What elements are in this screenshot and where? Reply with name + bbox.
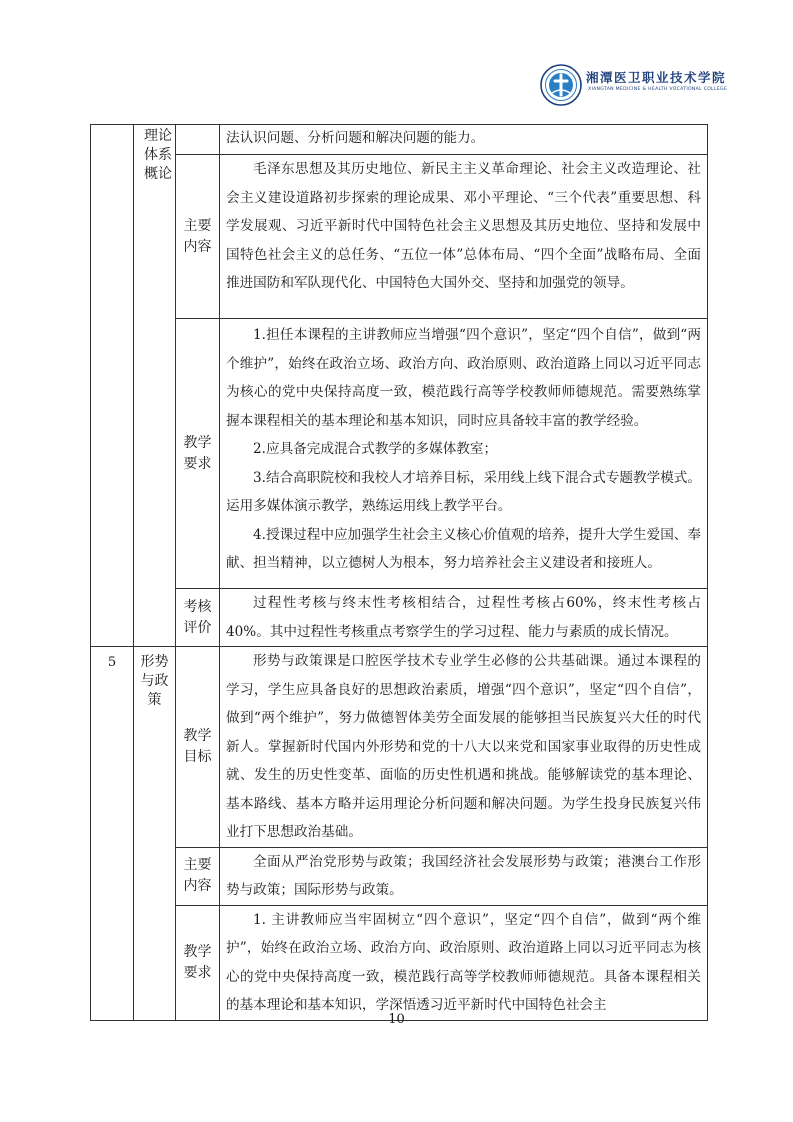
- content-cell: [220, 319, 708, 589]
- course-name-cell: [134, 647, 176, 1021]
- label-cell: [176, 647, 220, 848]
- course-number-cell: [91, 125, 134, 647]
- course-number-cell: [91, 647, 134, 1021]
- course-name: 理论体系概论: [144, 128, 172, 182]
- content-cell: [220, 847, 708, 905]
- content-cell: [220, 905, 708, 1020]
- table-row: [91, 589, 708, 647]
- main-content-text: 毛泽东思想及其历史地位、新民主主义革命理论、社会主义改造理论、社会主义建设道路初步探索的理论成果、邓小平理论、“三个代表”重要思想、科学发展观、习近平新时代中国特色社会主义思想及其历史地位、坚持和发展中国特色社会主义的总任务、“五位一体”总体布局、“四个全面”战略布局、全面推进国防和军队现代化、中国特色大国外交、坚持和加强党的领导。: [226, 161, 701, 291]
- table-row: [91, 647, 708, 848]
- table-row: [91, 155, 708, 319]
- course-number: 5: [107, 655, 117, 670]
- req-item: 1. 主讲教师应当牢固树立“四个意识”，坚定“四个自信”，做到“两个维护”，始终在政治立场、政治方向、政治原则、政治道路上同以习近平同志为核心的党中央保持高度一致，模范践行高等学校教师师德规范。具备本课程相关的基本理论和基本知识，学深悟透习近平新时代中国特色社会主: [226, 911, 701, 1013]
- evaluation-text: 过程性考核与终末性考核相结合，过程性考核占60%，终末性考核占40%。其中过程性考核重点考察学生的学习过程、能力与素质的成长情况。: [226, 595, 701, 640]
- content-cell: [220, 125, 708, 155]
- label-cell: [176, 589, 220, 647]
- content-cell: [220, 647, 708, 848]
- continued-text: 法认识问题、分析问题和解决问题的能力。: [226, 130, 485, 146]
- content-cell: [220, 589, 708, 647]
- teaching-req-label: 教学要求: [183, 434, 212, 472]
- req-item: 3.结合高职院校和我校人才培养目标，采用线上线下混合式专题教学模式。运用多媒体演示教学，熟练运用线上教学平台。: [226, 469, 701, 514]
- evaluation-label: 考核评价: [183, 598, 212, 636]
- table-row: [91, 847, 708, 905]
- course-name-cell: [134, 125, 176, 647]
- page-number: 10: [388, 1012, 405, 1027]
- teaching-goal-label: 教学目标: [183, 727, 212, 765]
- label-cell: [176, 847, 220, 905]
- table-row: [91, 125, 708, 155]
- label-cell: [176, 905, 220, 1020]
- college-logo-icon: [540, 64, 582, 106]
- label-cell: [176, 125, 220, 155]
- label-cell: [176, 155, 220, 319]
- table-row: [91, 905, 708, 1020]
- table-row: [91, 319, 708, 589]
- college-header: [540, 60, 728, 110]
- main-content-label: 主要内容: [183, 857, 212, 894]
- content-cell: [220, 155, 708, 319]
- teaching-req-label: 教学要求: [183, 943, 212, 981]
- req-item: 2.应具备完成混合式教学的多媒体教室；: [253, 441, 498, 457]
- main-content-label: 主要内容: [183, 217, 212, 255]
- label-cell: [176, 319, 220, 589]
- main-content-text: 全面从严治党形势与政策；我国经济社会发展形势与政策；港澳台工作形势与政策；国际形势与政策。: [226, 853, 701, 898]
- teaching-goal-text: 形势与政策课是口腔医学技术专业学生必修的公共基础课。通过本课程的学习，学生应具备良好的思想政治素质，增强“四个意识”，坚定“四个自信”，做到“两个维护”，努力做德智体美劳全面发展的能够担当民族复兴大任的时代新人。掌握新时代国内外形势和党的十八大以来党和国家事业取得的历史性成就、发生的历史性变革、面临的历史性机遇和挑战。能够解读党的基本理论、基本路线、基本方略并运用理论分析问题和解决问题。为学生投身民族复兴伟业打下思想政治基础。: [226, 653, 701, 840]
- college-name: 湘潭医卫职业技术学院: [586, 70, 727, 85]
- college-name-en: XIANGTAN MEDICINE & HEALTH VOCATIONAL COLLEGE: [588, 87, 728, 92]
- req-item: 4.授课过程中应加强学生社会主义核心价值观的培养，提升大学生爱国、奉献、担当精神，以立德树人为根本，努力培养社会主义建设者和接班人。: [226, 526, 701, 571]
- curriculum-table: [90, 124, 708, 1021]
- course-name: 形势与政策: [140, 654, 169, 708]
- req-item: 1.担任本课程的主讲教师应当增强“四个意识”，坚定“四个自信”，做到“两个维护”，始终在政治立场、政治方向、政治原则、政治道路上同以习近平同志为核心的党中央保持高度一致，模范践行高等学校教师师德规范。需要熟练掌握本课程相关的基本理论和基本知识，同时应具备较丰富的教学经验。: [226, 327, 701, 429]
